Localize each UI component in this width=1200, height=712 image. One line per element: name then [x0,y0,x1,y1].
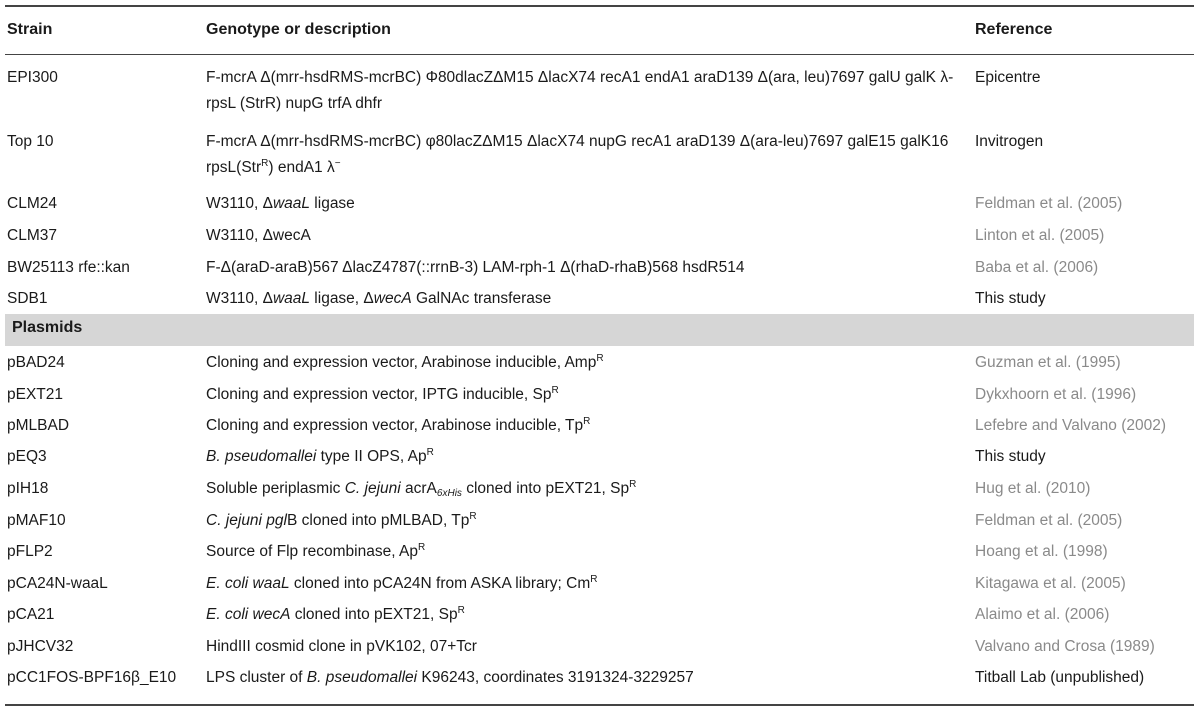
plasmid-reference: Titball Lab (unpublished) [975,669,1145,686]
strain-description: F-mcrA Δ(mrr-hsdRMS-mcrBC) Φ80dlacZΔM15 ΔlacX74 recA1 endA1 araD139 Δ(ara, leu)7697 galU galK λ-rpsL (StrR) nupG trfA dhfr [206,69,954,112]
plasmid-description: E. coli waaL cloned into pCA24N from ASKA library; $Cm^R$ [206,574,598,592]
strain-reference: Linton et al. (2005) [975,227,1105,244]
plasmid-name: pCA21 [7,606,55,623]
plasmid-name: pCC1FOS-BPF16β_E10 [7,669,177,686]
plasmid-description: Source of Flp recombinase, $Ap^R$ [206,542,426,560]
plasmid-reference: Hoang et al. (1998) [975,543,1108,560]
strain-name: CLM24 [7,195,57,212]
plasmids-section-label: Plasmids [12,319,83,336]
plasmid-reference: Lefebre and Valvano (2002) [975,417,1167,434]
strain-reference: Invitrogen [975,133,1044,150]
plasmid-reference: Dykxhoorn et al. (1996) [975,386,1137,403]
plasmid-reference: Feldman et al. (2005) [975,512,1123,529]
plasmid-description: B. pseudomallei type II OPS, $Ap^R$ [206,447,434,465]
plasmid-name: pMAF10 [7,512,66,529]
plasmid-name: pCA24N-waaL [7,575,108,592]
header-genotype: Genotype or description [206,21,391,38]
strain-description: W3110, ΔwaaL ligase, ΔwecA GalNAc transferase [206,290,552,307]
strain-description: F-Δ(araD-araB)567 ΔlacZ4787(::rrnB-3) LAM-rph-1 Δ(rhaD-rhaB)568 hsdR514 [206,259,745,276]
header-strain: Strain [7,21,53,38]
strain-reference: Epicentre [975,69,1041,86]
plasmid-description: HindIII cosmid clone in pVK102, 07+Tcr [206,638,477,655]
plasmid-reference: Kitagawa et al. (2005) [975,575,1126,592]
plasmids-section-band [5,314,1194,346]
header-reference: Reference [975,21,1053,38]
strain-reference: Feldman et al. (2005) [975,195,1123,212]
plasmid-name: pIH18 [7,480,49,497]
strain-name: BW25113 rfe::kan [7,259,130,276]
strain-name: EPI300 [7,69,58,86]
strain-name: SDB1 [7,290,48,307]
bottom-rule [5,704,1194,706]
strain-description: W3110, ΔwecA [206,227,311,244]
plasmid-description: LPS cluster of B. pseudomallei K96243, coordinates 3191324-3229257 [206,669,694,686]
top-rule [5,5,1194,7]
strain-name: CLM37 [7,227,57,244]
strain-reference: Baba et al. (2006) [975,259,1099,276]
strain-description: W3110, ΔwaaL ligase [206,195,355,212]
plasmid-reference: Hug et al. (2010) [975,480,1091,497]
plasmid-name: pJHCV32 [7,638,74,655]
plasmid-description: Soluble periplasmic C. jejuni acrA$_{6xHis}$ cloned into pEXT21, $Sp^R$ [206,479,637,499]
header-rule [5,54,1194,55]
plasmid-name: pFLP2 [7,543,53,560]
plasmid-description: Cloning and expression vector, Arabinose inducible, $Tp^R$ [206,416,591,434]
plasmid-name: pEQ3 [7,448,47,465]
plasmid-description: Cloning and expression vector, IPTG inducible, $Sp^R$ [206,385,559,403]
plasmid-description: Cloning and expression vector, Arabinose inducible, Amp$^R$ [206,353,604,371]
plasmid-reference: Alaimo et al. (2006) [975,606,1110,623]
plasmid-name: pMLBAD [7,417,70,434]
plasmid-name: pBAD24 [7,354,65,371]
plasmid-reference: This study [975,448,1046,465]
plasmid-description: C. jejuni pglB cloned into pMLBAD, $Tp^R$ [206,511,477,529]
plasmid-name: pEXT21 [7,386,64,403]
strain-name: Top 10 [7,133,54,150]
plasmid-reference: Valvano and Crosa (1989) [975,638,1155,655]
plasmid-description: E. coli wecA cloned into pEXT21, $Sp^R$ [206,605,465,623]
strain-reference: This study [975,290,1046,307]
strain-description: F-mcrA Δ(mrr-hsdRMS-mcrBC) φ80lacZΔM15 ΔlacX74 nupG recA1 araD139 Δ(ara-leu)7697 galE15 galK16 rpsL(Str$^R$) endA1 λ− [206,133,949,176]
plasmid-reference: Guzman et al. (1995) [975,354,1121,371]
